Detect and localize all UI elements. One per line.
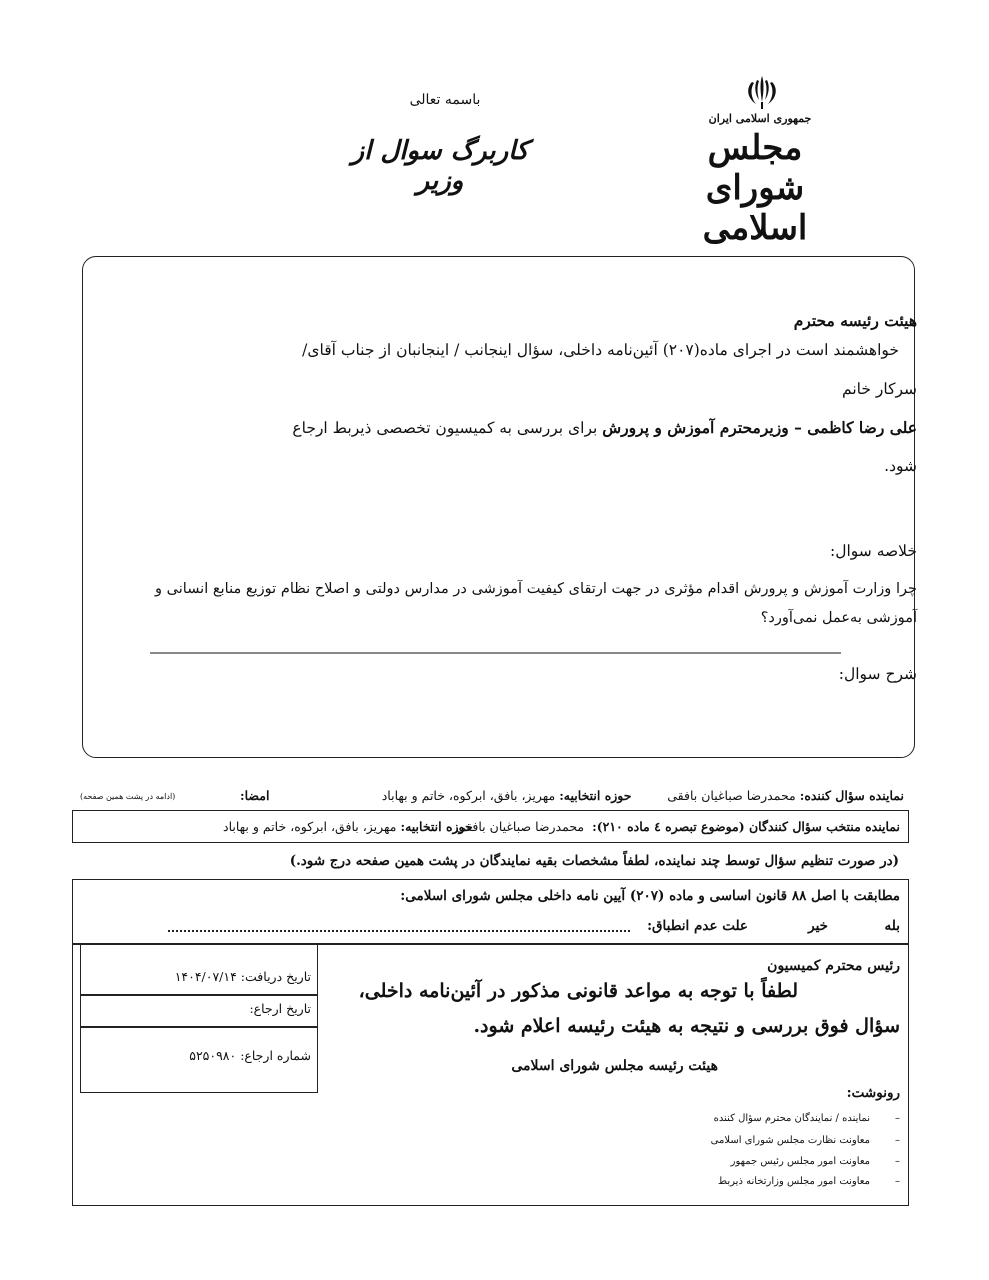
date-divider [81, 1026, 317, 1028]
district-label: حوزه انتخابیه: [559, 788, 632, 803]
iran-emblem-icon [740, 72, 784, 112]
selected-rep-label: نماینده منتخب سؤال کنندگان (موضوع تبصره ٤ ماده ۲۱۰): [592, 819, 900, 834]
request-line-1: خواهشمند است در اجرای ماده(۲۰۷) آئین‌نامه داخلی، سؤال اینجانب / اینجانبان از جناب آقای/ [302, 341, 899, 359]
multi-representative-note: (در صورت تنظیم سؤال توسط چند نماینده، لطفاً مشخصات بقیه نمایندگان در پشت همین صفحه درج شود.) [289, 853, 899, 869]
reason-dotted-line [168, 930, 630, 932]
date-received: تاریخ دریافت: ۱۴۰۴/۰۷/۱۴ [174, 969, 311, 984]
cc-item: معاونت نظارت مجلس شورای اسلامی [710, 1135, 870, 1146]
chair-title: رئیس محترم کمیسیون [767, 958, 900, 974]
basmala: باسمه تعالی [409, 92, 481, 108]
cc-dash: – [895, 1113, 900, 1124]
request-end: شود. [884, 457, 917, 475]
date-divider [81, 994, 317, 996]
referral-number: شماره ارجاع: ۵۲۵۰۹۸۰ [189, 1048, 311, 1063]
majlis-logo: مجلس شورای اسلامی [702, 128, 808, 248]
summary-divider [150, 652, 841, 654]
option-reason-label: علت عدم انطباق: [647, 918, 748, 934]
salutation: هیئت رئیسه محترم [793, 311, 917, 330]
minister-name: علی رضا کاظمی – وزیرمحترم آموزش و پرورش [602, 418, 917, 437]
cc-dash: – [895, 1135, 900, 1146]
cc-item: نماینده / نمایندگان محترم سؤال کننده [713, 1113, 870, 1124]
option-yes: بله [884, 918, 900, 934]
cc-label: رونوشت: [846, 1085, 900, 1101]
signature-label: امضا: [240, 788, 270, 803]
date-referral: تاریخ ارجاع: [249, 1001, 311, 1016]
cc-item: معاونت امور مجلس وزارتخانه ذیربط [717, 1176, 870, 1187]
selected-representative-box [72, 810, 909, 843]
board-signature: هیئت رئیسه مجلس شورای اسلامی [511, 1058, 718, 1074]
summary-text: چرا وزارت آموزش و پرورش اقدام مؤثری در جهت ارتقای کیفیت آموزشی در مدارس دولتی و اصلاح نظام توزیع منابع انسانی و آموزشی به‌عمل نمی‌آورد؟ [155, 581, 917, 626]
representative-row [382, 788, 904, 803]
representative-name: محمدرضا صباغیان بافقی [667, 788, 796, 803]
district-value: مهریز، بافق، ابرکوه، خاتم و بهاباد [381, 788, 556, 803]
selected-district-label: حوزه انتخابیه: [400, 819, 473, 834]
request-line-3: برای بررسی به کمیسیون تخصصی ذیربط ارجاع [292, 419, 598, 437]
request-line-2: سرکار خانم [842, 380, 917, 398]
selected-district [223, 819, 473, 834]
instruction-line-1: لطفاً با توجه به مواعد قانونی مذکور در آئین‌نامه داخلی، [358, 980, 798, 1002]
cc-dash: – [895, 1176, 900, 1187]
minister-line [292, 418, 917, 437]
cc-item: معاونت امور مجلس رئیس جمهور [730, 1156, 870, 1167]
cc-dash: – [895, 1156, 900, 1167]
selected-rep [456, 819, 900, 834]
question-box [82, 256, 915, 758]
selected-rep-name: محمدرضا صباغیان بافقی [455, 819, 585, 834]
form-title: کاربرگ سوال از وزیر [351, 136, 529, 196]
review-box [72, 879, 909, 1206]
continue-note: (ادامه در پشت همین صفحه) [80, 792, 176, 801]
logo-subtitle: جمهوری اسلامی ایران [708, 112, 812, 125]
explanation-label: شرح سوال: [838, 665, 917, 683]
compliance-text: مطابقت با اصل ۸۸ قانون اساسی و ماده (۲۰۷) آیین نامه داخلی مجلس شورای اسلامی: [400, 888, 900, 904]
instruction-line-2: سؤال فوق بررسی و نتیجه به هیئت رئیسه اعلام شود. [473, 1015, 900, 1037]
dates-box [80, 943, 318, 1093]
option-no: خیر [808, 918, 828, 934]
selected-district-value: مهریز، بافق، ابرکوه، خاتم و بهاباد [223, 819, 397, 834]
representative-label: نماینده سؤال کننده: [799, 788, 904, 803]
summary-label: خلاصه سوال: [829, 542, 917, 560]
